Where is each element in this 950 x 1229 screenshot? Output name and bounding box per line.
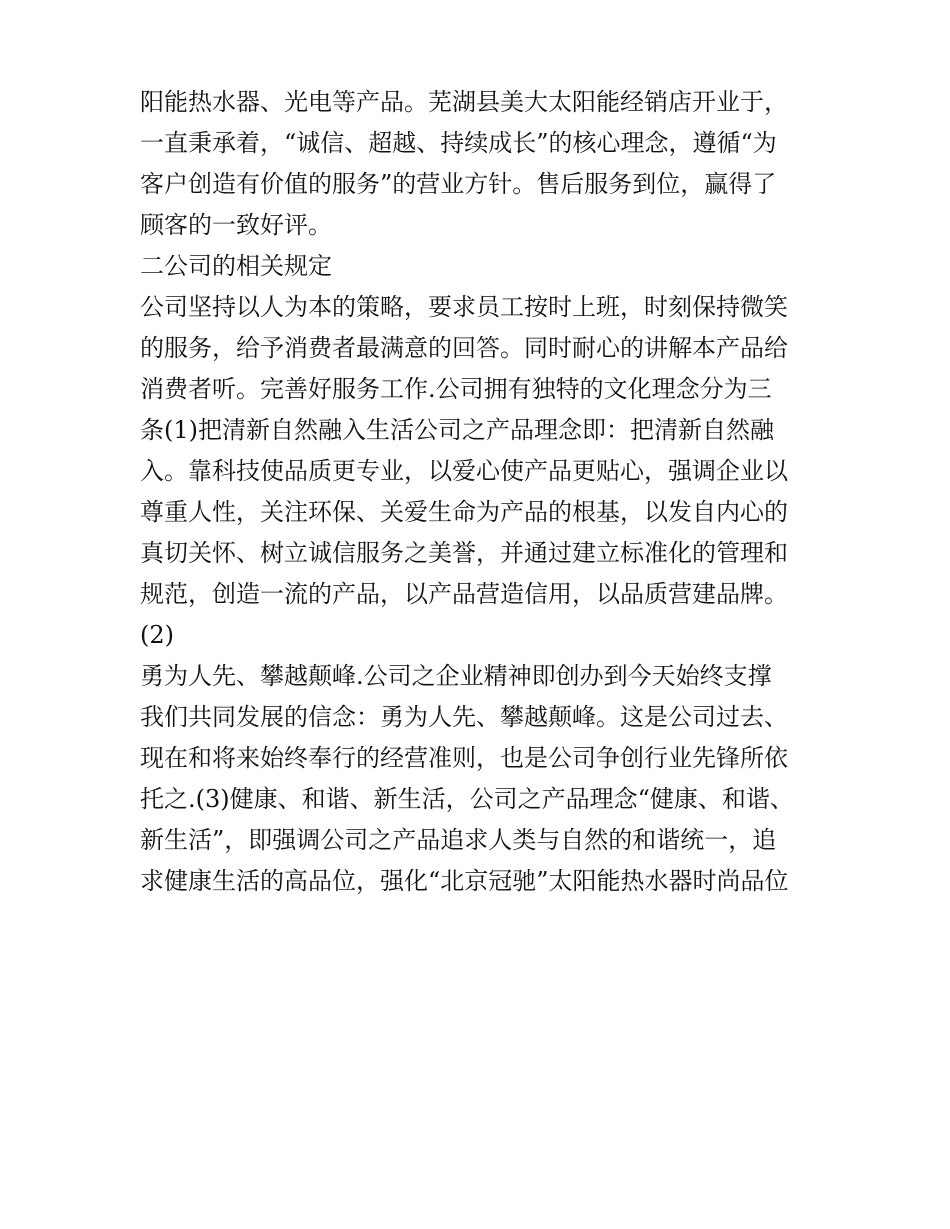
- text-line: 阳能热水器、光电等产品。芜湖县美大太阳能经销店开业于，: [140, 88, 788, 116]
- text-line: 真切关怀、树立诚信服务之美誉，并通过建立标准化的管理和: [140, 539, 788, 567]
- text-line: 的服务，给予消费者最满意的回答。同时耐心的讲解本产品给: [140, 334, 788, 362]
- text-line: 尊重人性，关注环保、关爱生命为产品的根基，以发自内心的: [140, 498, 788, 526]
- text-line: 条(1)把清新自然融入生活公司之产品理念即：把清新自然融: [140, 416, 774, 444]
- text-line: 新生活”，即强调公司之产品追求人类与自然的和谐统一，追: [140, 826, 777, 854]
- text-line: 规范，创造一流的产品，以产品营造信用，以品质营建品牌。: [140, 580, 788, 608]
- text-line: 消费者听。完善好服务工作.公司拥有独特的文化理念分为三: [140, 375, 772, 403]
- text-line: 求健康生活的高品位，强化“北京冠驰”太阳能热水器时尚品位: [140, 867, 789, 895]
- text-line: 入。靠科技使品质更专业，以爱心使产品更贴心，强调企业以: [140, 457, 788, 485]
- text-line: 勇为人先、攀越颠峰.公司之企业精神即创办到今天始终支撑: [140, 662, 772, 690]
- body-text: [140, 82, 820, 902]
- text-line: 托之.(3)健康、和谐、新生活，公司之产品理念“健康、和谐、: [140, 785, 794, 813]
- text-line: (2): [140, 621, 174, 649]
- text-line: 公司坚持以人为本的策略，要求员工按时上班，时刻保持微笑: [140, 293, 788, 321]
- text-line: 顾客的一致好评。: [140, 211, 332, 239]
- text-line: 我们共同发展的信念：勇为人先、攀越颠峰。这是公司过去、: [140, 703, 788, 731]
- text-line: 一直秉承着，“诚信、超越、持续成长”的核心理念，遵循“为: [140, 129, 777, 157]
- text-line: 客户创造有价值的服务”的营业方针。售后服务到位，赢得了: [140, 170, 777, 198]
- section-heading: 二公司的相关规定: [140, 252, 332, 280]
- text-line: 现在和将来始终奉行的经营准则，也是公司争创行业先锋所依: [140, 744, 788, 772]
